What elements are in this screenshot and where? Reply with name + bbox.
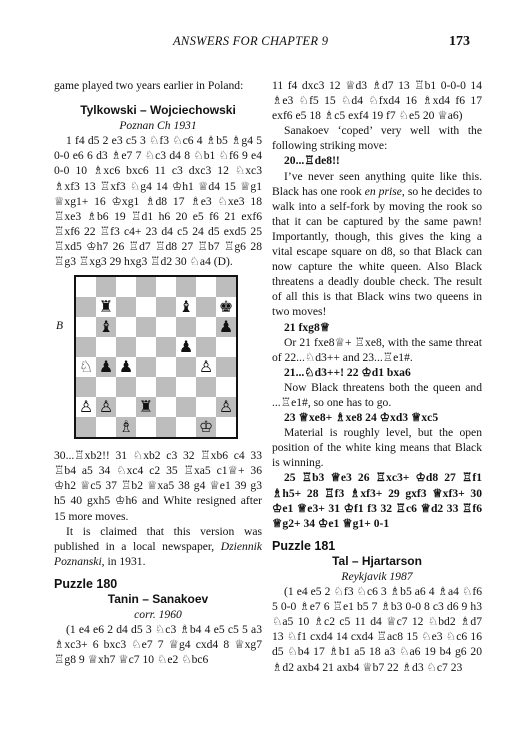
board-square (76, 417, 96, 437)
chess-piece-icon: ♟ (98, 357, 114, 377)
puzzle-181-players: Tal – Hjartarson (332, 553, 422, 568)
chess-piece-icon: ♔ (198, 417, 214, 437)
comment-4: Material is roughly level, but the open position of the white king means that Black is winning. (272, 426, 482, 470)
left-column (54, 78, 262, 667)
claim-text-2: , in 1931. (101, 554, 146, 568)
comment-2: Or 21 fxe8♕+ ♖xe8, with the same threat of 22...♘d3++ and 23...♖e1#. (272, 335, 482, 364)
puzzle-180-label: Puzzle 180 (54, 576, 118, 591)
board-square (156, 417, 176, 437)
board-square (156, 297, 176, 317)
board-square (156, 397, 176, 417)
chess-piece-icon: ♙ (198, 357, 214, 377)
board-square (156, 317, 176, 337)
board-square (216, 337, 236, 357)
board-square (136, 337, 156, 357)
comment-1a: I’ve never seen anything quite like this. Black has one rook (272, 169, 482, 198)
puzzle-180-moves-continued: 11 f4 dxc3 12 ♕d3 ♗d7 13 ♖b1 0-0-0 14 ♗e3 ♘f5 15 ♘d4 ♘fxd4 16 ♗xd4 f6 17 exf6 e5 18 ♗c5 exf4 19 f7 ♘e5 20 ♕a6) (272, 79, 482, 123)
puzzle-181-label: Puzzle 181 (272, 538, 336, 553)
board-square (216, 377, 236, 397)
chess-piece-icon: ♙ (98, 397, 114, 417)
board-square (136, 357, 156, 377)
chess-piece-icon: ♟ (178, 337, 194, 357)
board-square (76, 317, 96, 337)
puzzle-181-event: Reykjavik 1987 (341, 570, 413, 583)
coped-comment: Sanakoev ‘coped’ very well with the following striking move: (272, 124, 482, 153)
right-column (272, 78, 482, 675)
board-square (176, 357, 196, 377)
puzzle-180-moves: (1 e4 e6 2 d4 d5 3 ♘c3 ♗b4 4 e5 c5 5 a3 ♗xc3+ 6 bxc3 ♘e7 7 ♕g4 cxd4 8 ♕xg7 ♖g8 9 ♕xh7 ♕c7 10 ♘e2 ♘bc6 (54, 623, 262, 667)
comment-3: Now Black threatens both the queen and ...♖e1#, so one has to go. (272, 380, 482, 409)
game-moves: 1 f4 d5 2 e3 c5 3 ♘f3 ♘c6 4 ♗b5 ♗g4 5 0-0 e6 6 d3 ♗e7 7 ♘c3 d4 8 ♘b1 ♘f6 9 e4 0-0 10 ♗xc6 bxc6 11 c3 dxc3 12 ♘xc3 ♗xf3 13 ♖xf3 ♘g4 14 ♔h1 ♕d4 15 ♕g1 ♕xg1+ 16 ♔xg1 ♗d8 17 ♗e3 ♘xe3 18 ♖xe3 ♗b6 19 ♖d1 h6 20 e5 f6 21 exf6 ♖xf6 22 ♖f3 c4+ 23 d4 c5 24 d5 exd5 25 ♖xd5 ♔h7 26 ♖d7 ♖d8 27 ♖b7 ♖g6 28 ♖g3 ♖xg3 29 hxg3 ♖d2 30 ♘a4 (D). (54, 134, 262, 269)
puzzle-180-players: Tanin – Sanakoev (107, 591, 209, 606)
claim-text-1: It is claimed that this version was published in a local newspaper, (54, 524, 262, 553)
board-square (116, 397, 136, 417)
board-square (156, 277, 176, 297)
board-square (76, 377, 96, 397)
chess-piece-icon: ♙ (78, 397, 94, 417)
board-square (136, 377, 156, 397)
chess-piece-icon: ♝ (98, 317, 114, 337)
board-square (156, 337, 176, 357)
board-square (76, 277, 96, 297)
board-square (176, 277, 196, 297)
board-square (176, 377, 196, 397)
chess-diagram (54, 275, 262, 440)
board-square (136, 417, 156, 437)
continuation-moves: 30...♖xb2!! 31 ♘xb2 c3 32 ♖xb6 c4 33 ♖b4 a5 34 ♘xc4 c2 35 ♖xa5 c1♕+ 36 ♔h2 ♕c5 37 ♖b2 ♕xa5 38 g4 ♕e1 39 g3 h5 40 gxh5 ♔h6 and White resigned after 15 more moves. (54, 449, 262, 523)
newspaper-claim (54, 524, 262, 569)
board-square (216, 417, 236, 437)
chess-board (74, 275, 238, 439)
board-square (136, 317, 156, 337)
board-square (76, 337, 96, 357)
puzzle-181-moves: (1 e4 e5 2 ♘f3 ♘c6 3 ♗b5 a6 4 ♗a4 ♘f6 5 0-0 ♗e7 6 ♖e1 b5 7 ♗b3 0-0 8 c3 d6 9 h3 ♘a5 10 ♗c2 c5 11 d4 ♕c7 12 ♘bd2 ♗d7 13 ♘f1 cxd4 14 cxd4 ♖ac8 15 ♘e3 ♘c6 16 d5 ♘b4 17 ♗b1 a5 18 a3 ♘a6 19 b4 g6 20 ♗d2 axb4 21 axb4 ♕b7 22 ♗d3 ♘c7 23 (272, 585, 482, 674)
board-square (196, 337, 216, 357)
side-to-move-label: B (56, 320, 64, 333)
board-square (176, 397, 196, 417)
board-square (136, 297, 156, 317)
chess-piece-icon: ♜ (138, 397, 154, 417)
board-square (116, 337, 136, 357)
board-square (216, 357, 236, 377)
board-square (196, 297, 216, 317)
running-header (0, 34, 520, 54)
move-20: 20...♖de8!! (284, 154, 340, 168)
chess-piece-icon: ♚ (218, 297, 234, 317)
board-square (156, 377, 176, 397)
move-23: 23 ♕xe8+ ♗xe8 24 ♔xd3 ♕xc5 (284, 411, 439, 425)
comment-1b: , so he decides to walk into a self-fork by moving the rook so that it can be captured by the same pawn! Importantly, though, this gives the king a vital escape square on d8, so that Black can now capture the white queen. Also Black threatens a deadly double check. The result of all this is that Black wins two queens in two moves! (272, 184, 482, 319)
board-square (116, 277, 136, 297)
board-square (196, 317, 216, 337)
puzzle-180-event: corr. 1960 (134, 608, 182, 622)
chess-piece-icon: ♟ (218, 317, 234, 337)
board-square (196, 277, 216, 297)
board-square (96, 277, 116, 297)
chapter-title: ANSWERS FOR CHAPTER 9 (173, 34, 329, 48)
board-square (76, 297, 96, 317)
game-players: Tylkowski – Wojciechowski (80, 103, 236, 118)
board-square (96, 377, 116, 397)
board-square (196, 377, 216, 397)
move-21b: 21...♘d3++! 22 ♔d1 bxa6 (284, 365, 411, 379)
chess-piece-icon: ♘ (78, 357, 94, 377)
finishing-moves: 25 ♖b3 ♕e3 26 ♖xc3+ ♔d8 27 ♖f1 ♗h5+ 28 ♖f3 ♗xf3+ 29 gxf3 ♕xf3+ 30 ♔e1 ♕e3+ 31 ♔f1 f3 32 ♖c6 ♕d2 33 ♖f6 ♕g2+ 34 ♔e1 ♕g1+ 0-1 (272, 471, 482, 530)
board-square (96, 417, 116, 437)
intro-text: game played two years earlier in Poland: (54, 79, 244, 92)
comment-1 (272, 169, 482, 320)
board-square (176, 317, 196, 337)
move-21: 21 fxg8♕ (284, 320, 331, 334)
board-square (96, 337, 116, 357)
board-square (116, 377, 136, 397)
board-square (136, 277, 156, 297)
chess-piece-icon: ♜ (98, 297, 114, 317)
board-square (196, 397, 216, 417)
newspaper-name: Dziennik Poznanski (54, 539, 262, 568)
page-number: 173 (449, 34, 470, 49)
chess-piece-icon: ♗ (118, 417, 134, 437)
board-square (116, 297, 136, 317)
en-prise: en prise (364, 184, 402, 198)
chess-piece-icon: ♟ (118, 357, 134, 377)
chess-piece-icon: ♝ (178, 297, 194, 317)
board-square (116, 317, 136, 337)
game-event: Poznan Ch 1931 (119, 119, 197, 133)
board-square (176, 417, 196, 437)
board-square (156, 357, 176, 377)
board-square (216, 277, 236, 297)
chess-piece-icon: ♙ (218, 397, 234, 417)
